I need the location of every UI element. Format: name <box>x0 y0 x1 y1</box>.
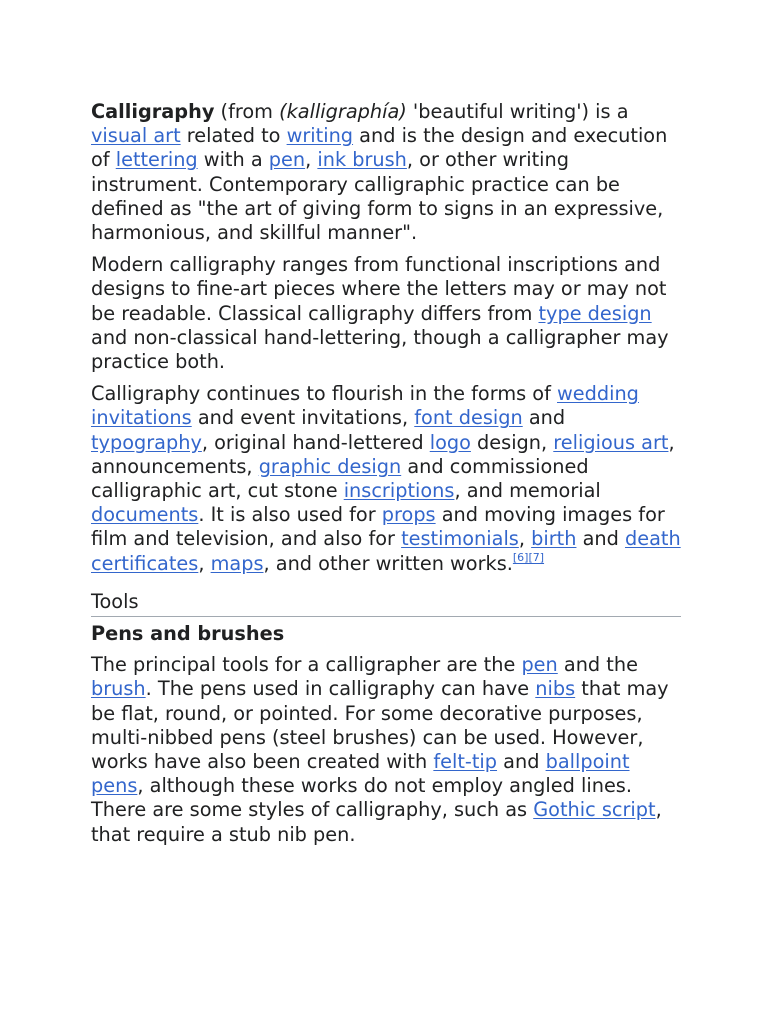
link-props[interactable]: props <box>381 503 436 527</box>
text-run: and <box>497 750 546 774</box>
text-run: (from <box>214 100 280 123</box>
link-typography[interactable]: typography <box>91 430 202 454</box>
link-birth[interactable]: birth <box>531 527 577 551</box>
text-run: , <box>305 148 318 172</box>
link-visual-art[interactable]: visual art <box>91 124 181 148</box>
text-run: Modern calligraphy ranges from functional inscriptions and designs to fine-art pieces where the letters may or may not be readable. Classical calligraphy differs from <box>91 253 667 325</box>
text-run: design, <box>470 430 554 454</box>
link-brush[interactable]: brush <box>91 677 146 701</box>
text-run: 'beautiful writing') is a <box>406 100 629 123</box>
text-run: and the <box>557 653 638 677</box>
link-ink-brush[interactable]: ink brush <box>317 148 407 172</box>
link-testimonials[interactable]: testimonials <box>401 527 519 551</box>
article-term: Calligraphy <box>91 100 215 123</box>
section-heading-tools: Tools <box>91 590 681 617</box>
text-run: The principal tools for a calligrapher are the <box>91 653 522 677</box>
text-run: and <box>522 406 566 430</box>
text-run: , or other writing instrument. Contemporary calligraphic practice can be defined as "the art of giving form to signs in an expressive, harmonious, and skillful manner". <box>91 148 664 245</box>
paragraph-modern <box>91 253 681 374</box>
text-run: that may be flat, round, or pointed. For some decorative purposes, multi-nibbed pens (steel brushes) can be used. However, works have also been created with <box>91 677 669 774</box>
link-pen[interactable]: pen <box>521 653 558 677</box>
text-run: . The pens used in calligraphy can have <box>145 677 536 701</box>
paragraph-uses <box>91 382 681 576</box>
text-run: and non-classical hand-lettering, though a calligrapher may practice both. <box>91 325 669 374</box>
text-run: and moving images for film and television, and also for <box>91 503 665 551</box>
link-graphic-design[interactable]: graphic design <box>258 454 402 478</box>
paragraph-intro <box>91 100 681 245</box>
link-nibs[interactable]: nibs <box>535 677 576 701</box>
link-pen[interactable]: pen <box>268 148 306 172</box>
text-run: , announcements, <box>91 430 675 478</box>
article-body <box>91 100 681 855</box>
link-gothic-script[interactable]: Gothic script <box>533 798 656 822</box>
link-maps[interactable]: maps <box>210 551 264 575</box>
text-run: . It is also used for <box>198 503 382 527</box>
link-writing[interactable]: writing <box>286 124 354 148</box>
link-religious-art[interactable]: religious art <box>553 430 669 454</box>
link-lettering[interactable]: lettering <box>115 148 198 172</box>
link-ballpoint-pens[interactable]: ballpoint pens <box>91 750 630 798</box>
text-run: and event invitations, <box>191 406 415 430</box>
text-run: , original hand-lettered <box>201 430 430 454</box>
text-run: with a <box>197 148 269 172</box>
link-wedding-invitations[interactable]: wedding invitations <box>91 382 639 430</box>
text-run: , <box>518 527 532 551</box>
text-run: related to <box>180 124 287 148</box>
text-run: , and other written works. <box>263 551 513 575</box>
link-death-certificates[interactable]: death certificates <box>91 527 681 575</box>
text-run: , although these works do not employ angled lines. There are some styles of calligraphy, such as <box>91 774 632 822</box>
citation <box>513 551 544 564</box>
text-run: and is the design and execution of <box>91 124 668 172</box>
text-run: and commissioned calligraphic art, cut stone <box>91 454 589 503</box>
link-documents[interactable]: documents <box>91 503 199 527</box>
link-felt-tip[interactable]: felt-tip <box>433 750 498 774</box>
link-font-design[interactable]: font design <box>414 406 523 430</box>
citation-link[interactable]: [6][7] <box>512 550 545 564</box>
link-inscriptions[interactable]: inscriptions <box>343 479 455 503</box>
etymology-term: (kalligraphía) <box>279 100 407 123</box>
text-run: Calligraphy continues to flourish in the forms of <box>91 382 557 406</box>
link-type-design[interactable]: type design <box>538 301 652 325</box>
paragraph-pens <box>91 653 681 847</box>
text-run: and <box>576 527 625 551</box>
subsection-heading-pens-and-brushes: Pens and brushes <box>91 622 285 646</box>
text-run: , <box>198 551 211 575</box>
text-run: , and memorial <box>454 479 601 503</box>
text-run: , that require a stub nib pen. <box>91 798 662 846</box>
link-logo[interactable]: logo <box>429 430 471 454</box>
